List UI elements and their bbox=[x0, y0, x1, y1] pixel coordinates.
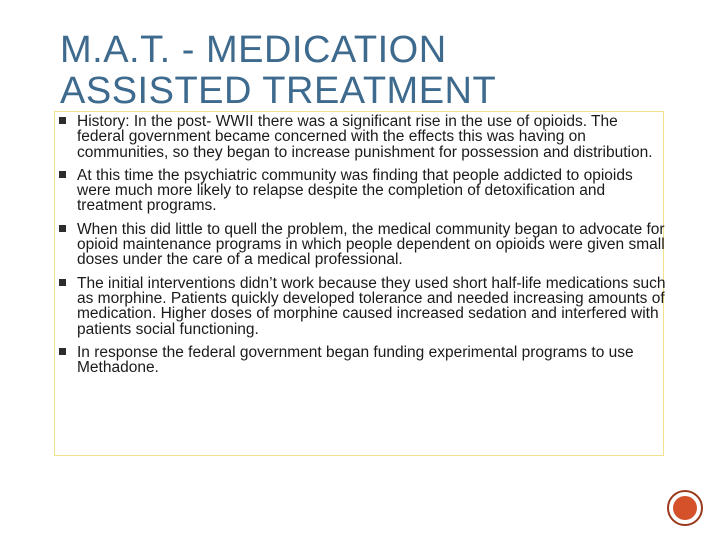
circle-button-inner bbox=[673, 496, 697, 520]
bullet-text: In response the federal government began funding experimental programs to use Methadone. bbox=[77, 343, 634, 377]
bullet-text: At this time the psychiatric community was finding that people addicted to opioids were much more likely to relapse despite the completion of detoxification and treatment programs. bbox=[77, 166, 633, 215]
bullet-text: History: In the post- WWII there was a significant rise in the use of opioids. The federal government became concerned with the effects this was having on communities, so they began to increase punishment for possession and distribution. bbox=[77, 113, 653, 161]
bullet-item-maintenance bbox=[58, 222, 668, 268]
square-bullet-icon bbox=[59, 348, 66, 355]
bullet-item-methadone bbox=[58, 345, 668, 376]
circle-button-icon[interactable] bbox=[667, 490, 703, 526]
bullet-item-psychiatric bbox=[58, 168, 668, 214]
bullet-text: When this did little to quell the problem, the medical community began to advocate for opioid maintenance programs in which people dependent on opioids were given small doses under the care of a medical professional. bbox=[77, 220, 665, 269]
slide-title: M.A.T. - MEDICATION ASSISTED TREATMENT bbox=[60, 29, 497, 112]
square-bullet-icon bbox=[59, 171, 66, 178]
bullet-text: The initial interventions didn’t work because they used short half-life medications such as morphine. Patients quickly developed tolerance and needed increasing amounts of medication. Higher doses of morphine caused increased sedation and interfered with patients social functioning. bbox=[77, 274, 666, 338]
bullet-item-history bbox=[58, 114, 668, 160]
square-bullet-icon bbox=[59, 225, 66, 232]
square-bullet-icon bbox=[59, 279, 66, 286]
square-bullet-icon bbox=[59, 117, 66, 124]
bullet-item-interventions bbox=[58, 276, 668, 337]
bullet-list bbox=[58, 114, 668, 383]
